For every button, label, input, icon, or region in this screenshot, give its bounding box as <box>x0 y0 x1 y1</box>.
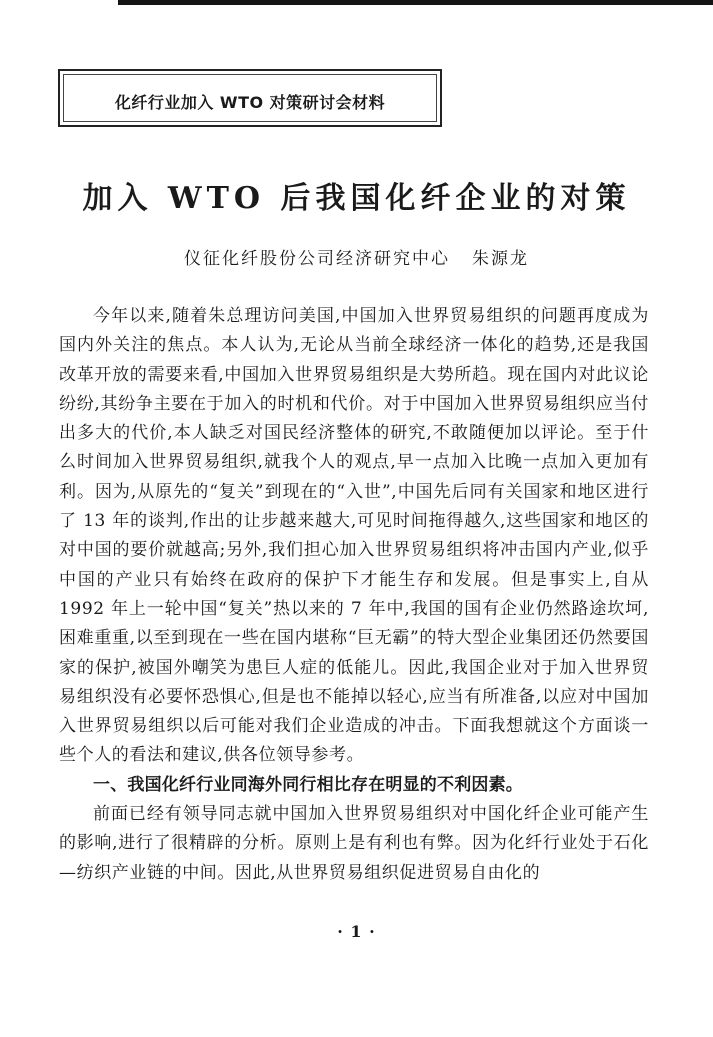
scan-top-rule <box>118 0 713 5</box>
page-number: · 1 · <box>337 922 376 941</box>
series-label: 化纤行业加入 WTO 对策研讨会材料 <box>114 93 386 112</box>
series-label-box <box>58 69 442 127</box>
article-title: 加入 WTO 后我国化纤企业的对策 <box>82 181 631 216</box>
author-name: 朱源龙 <box>472 249 529 269</box>
article-body <box>59 302 649 888</box>
body-paragraph: 今年以来,随着朱总理访问美国,中国加入世界贸易组织的问题再度成为国内外关注的焦点。本人认为,无论从当前全球经济一体化的趋势,还是我国改革开放的需要来看,中国加入世界贸易组织是大势所趋。现在国内对此议论纷纷,其纷争主要在于加入的时机和代价。对于中国加入世界贸易组织应当付出多大的代价,本人缺乏对国民经济整体的研究,不敢随便加以评论。至于什么时间加入世界贸易组织,就我个人的观点,早一点加入比晚一点加入更加有利。因为,从原先的“复关”到现在的“入世”,中国先后同有关国家和地区进行了 13 年的谈判,作出的让步越来越大,可见时间拖得越久,这些国家和地区的对中国的要价就越高;另外,我们担心加入世界贸易组织将冲击国内产业,似乎中国的产业只有始终在政府的保护下才能生存和发展。但是事实上,自从 1992 年上一轮中国“复关”热以来的 7 年中,我国的国有企业仍然路途坎坷,困难重重,以至到现在一些在国内堪称“巨无霸”的特大型企业集团还仍然要国家的保护,被国外嘲笑为患巨人症的低能儿。因此,我国企业对于加入世界贸易组织没有必要怀恐惧心,但是也不能掉以轻心,应当有所准备,以应对中国加入世界贸易组织以后可能对我们企业造成的冲击。下面我想就这个方面谈一些个人的看法和建议,供各位领导参考。 <box>59 306 649 766</box>
section-heading: 一、我国化纤行业同海外同行相比存在明显的不利因素。 <box>93 774 523 795</box>
author-affiliation: 仪征化纤股份公司经济研究中心 <box>184 249 450 269</box>
byline <box>20 244 693 269</box>
body-paragraph: 前面已经有领导同志就中国加入世界贸易组织对中国化纤企业可能产生的影响,进行了很精辟的分析。原则上是有利也有弊。因为化纤行业处于石化—纺织产业链的中间。因此,从世界贸易组织促进贸易自由化的 <box>59 804 649 883</box>
